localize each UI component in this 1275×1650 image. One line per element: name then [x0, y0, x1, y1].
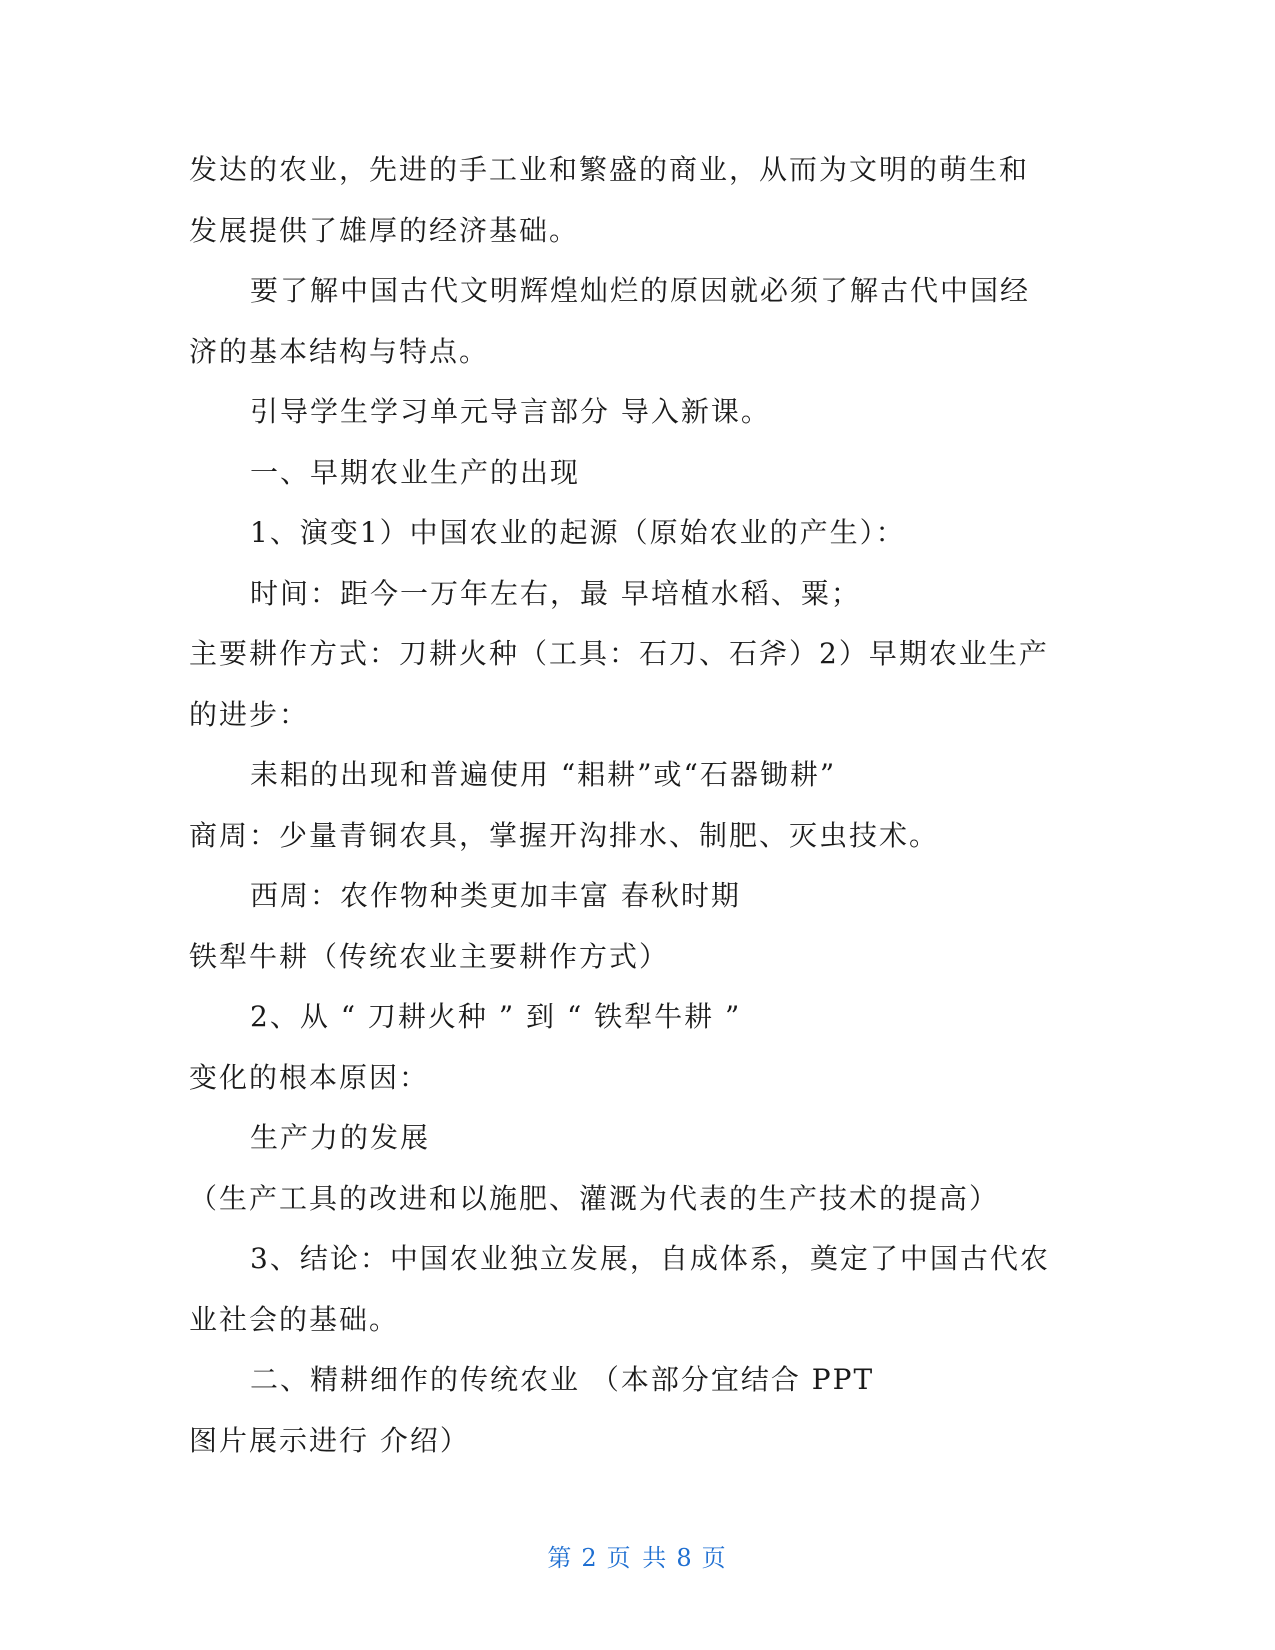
page-number-footer [0, 1538, 1275, 1573]
text-line [189, 685, 1089, 746]
text-line [189, 322, 1089, 383]
text-line [189, 261, 1089, 322]
text-line [189, 1108, 1089, 1169]
text-line [189, 503, 1089, 564]
line-text: 的进步： [189, 697, 310, 731]
footer-suffix: 页 [701, 1544, 728, 1572]
line-text: 1、演变1）中国农业的起源（原始农业的产生）： [250, 516, 906, 549]
text-line [189, 140, 1089, 201]
current-page-number: 2 [581, 1544, 599, 1572]
text-line [189, 866, 1089, 927]
text-line [189, 745, 1089, 806]
line-text: 耒耜的出现和普遍使用 “耜耕”或“石器锄耕” [250, 758, 837, 791]
line-text: 生产力的发展 [250, 1121, 431, 1154]
text-line [189, 1411, 1089, 1472]
line-text: 济的基本结构与特点。 [189, 334, 490, 368]
text-line [189, 927, 1089, 988]
line-text: 商周：少量青铜农具，掌握开沟排水、制肥、灭虫技术。 [189, 818, 940, 852]
line-text: 变化的根本原因： [189, 1060, 430, 1094]
line-text: 2、从 “ 刀耕火种 ” 到 “ 铁犁牛耕 ” [250, 1000, 742, 1033]
text-line [189, 201, 1089, 262]
text-line [189, 1229, 1089, 1290]
line-text: 引导学生学习单元导言部分 导入新课。 [250, 395, 771, 428]
text-line [189, 1290, 1089, 1351]
line-text: 二、精耕细作的传统农业 （本部分宜结合 PPT [250, 1363, 875, 1396]
text-line [189, 806, 1089, 867]
line-text: 一、早期农业生产的出现 [250, 455, 581, 489]
line-text: 图片展示进行 介绍） [189, 1423, 470, 1457]
footer-prefix: 第 [547, 1544, 574, 1572]
line-text: 要了解中国古代文明辉煌灿烂的原因就必须了解古代中国经 [250, 274, 1031, 307]
line-text: 发展提供了雄厚的经济基础。 [189, 213, 580, 247]
text-line [189, 1169, 1089, 1230]
text-line [189, 987, 1089, 1048]
section-heading [189, 1350, 1089, 1411]
line-text: 业社会的基础。 [189, 1302, 400, 1336]
text-line [189, 624, 1089, 685]
line-text: 发达的农业，先进的手工业和繁盛的商业，从而为文明的萌生和 [189, 153, 1030, 186]
text-line [189, 564, 1089, 625]
line-text: 时间：距今一万年左右，最 早培植水稻、粟； [250, 576, 861, 610]
line-text: 铁犁牛耕（传统农业主要耕作方式） [189, 939, 670, 973]
text-line [189, 1048, 1089, 1109]
line-text: 西周：农作物种类更加丰富 春秋时期 [250, 879, 741, 912]
total-pages-number: 8 [676, 1544, 694, 1572]
document-body [189, 140, 1089, 1471]
text-line [189, 382, 1089, 443]
line-text: 主要耕作方式：刀耕火种（工具：石刀、石斧）2）早期农业生产 [189, 637, 1049, 670]
line-text: 3、结论：中国农业独立发展，自成体系，奠定了中国古代农 [250, 1242, 1050, 1275]
line-text: （生产工具的改进和以施肥、灌溉为代表的生产技术的提高） [189, 1181, 1000, 1215]
footer-middle: 页 共 [606, 1544, 669, 1572]
section-heading [189, 443, 1089, 504]
